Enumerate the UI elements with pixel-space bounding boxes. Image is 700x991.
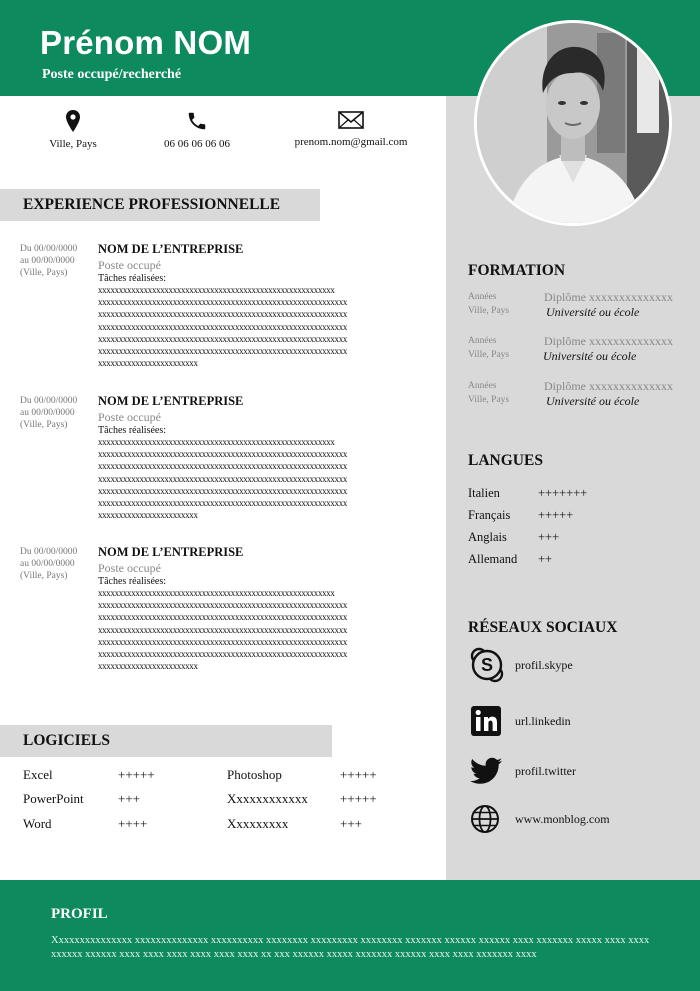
logiciels-title-text: LOGICIELS — [23, 732, 111, 749]
software-name: Photoshop — [227, 767, 282, 782]
task-line: xxxxxxxxxxxxxxxxxxxxxxxxxxxxxxxxxxxxxxxxxxxxxxxxxxxxxxxxxxxx — [98, 473, 348, 484]
formation-diploma: Diplôme xxxxxxxxxxxxxx — [544, 290, 673, 304]
software-level: +++ — [340, 816, 362, 831]
formation-place: Ville, Pays — [468, 306, 510, 316]
task-line: xxxxxxxxxxxxxxxxxxxxxxxxxxxxxxxxxxxxxxxxxxxxxxxxxxxxxxxxxxxx — [98, 309, 348, 320]
job-title: Poste occupé/recherché — [42, 67, 182, 82]
globe-icon — [470, 804, 500, 834]
software-level: +++++ — [118, 767, 155, 782]
task-line: xxxxxxxxxxxxxxxxxxxxxxxxxxxxxxxxxxxxxxxxxxxxxxxxxxxxxxxxxxxx — [98, 485, 348, 496]
language-level: ++ — [538, 552, 553, 566]
date-from: Du 00/00/0000 — [20, 547, 78, 557]
task-line: xxxxxxxxxxxxxxxxxxxxxxxxxxxxxxxxxxxxxxxxxxxxxxxxxxxxxxxxxxxx — [98, 649, 348, 660]
software-level: +++ — [118, 791, 140, 806]
task-line: xxxxxxxxxxxxxxxxxxxxxxxxxxxxxxxxxxxxxxxxxxxxxxxxxxxxxxxxxxxx — [98, 449, 348, 460]
tasks-label: Tâches réalisées: — [98, 425, 167, 436]
contact-email — [285, 110, 417, 148]
date-from: Du 00/00/0000 — [20, 244, 78, 254]
formation-place: Ville, Pays — [468, 350, 510, 360]
formation-place: Ville, Pays — [468, 395, 510, 405]
language-name: Anglais — [468, 530, 507, 544]
job-position: Poste occupé — [98, 410, 161, 424]
company-name: NOM DE L’ENTREPRISE — [98, 242, 244, 256]
svg-text:S: S — [480, 655, 494, 675]
langues-section-title: LANGUES — [468, 452, 543, 469]
language-name: Français — [468, 508, 511, 522]
task-line: xxxxxxxxxxxxxxxxxxxxxxxxxxxxxxxxxxxxxxxxxxxxxxxxxxxxxxxxx — [98, 437, 335, 447]
experience-place: (Ville, Pays) — [20, 268, 68, 278]
phone-icon — [186, 110, 208, 132]
contact-phone — [150, 110, 244, 150]
tasks-label: Tâches réalisées: — [98, 576, 167, 587]
software-level: +++++ — [340, 767, 377, 782]
date-to: au 00/00/0000 — [20, 256, 75, 266]
task-line: xxxxxxxxxxxxxxxxxxxxxxxxxxxxxxxxxxxxxxxxxxxxxxxxxxxxxxxxxxxx — [98, 321, 348, 332]
social-skype[interactable] — [470, 647, 573, 683]
profil-title: PROFIL — [51, 906, 108, 922]
envelope-icon — [338, 110, 364, 130]
task-line: xxxxxxxxxxxxxxxxxxxxxxxxxxxxxxxxxxxxxxxxxxxxxxxxxxxxxxxxx — [98, 588, 335, 598]
software-level: +++++ — [340, 791, 377, 806]
software-name: Xxxxxxxxx — [227, 816, 289, 831]
social-label[interactable]: www.monblog.com — [515, 811, 610, 826]
software-name: Word — [23, 816, 52, 831]
profile-photo — [474, 20, 672, 226]
company-name: NOM DE L’ENTREPRISE — [98, 394, 244, 408]
formation-school: Université ou école — [543, 349, 637, 363]
software-name: Excel — [23, 767, 53, 782]
twitter-icon — [470, 757, 502, 785]
tasks-label: Tâches réalisées: — [98, 273, 167, 284]
formation-section-title: FORMATION — [468, 262, 566, 279]
task-line: xxxxxxxxxxxxxxxxxxxxxxxxxxxxxxxxxxxxxxxxxxxxxxxxxxxxxxxxx — [98, 285, 335, 295]
social-blog[interactable] — [470, 804, 610, 834]
profil-footer — [0, 880, 700, 991]
task-line: xxxxxxxxxxxxxxxxxxxxxxxx — [98, 358, 198, 369]
skype-icon — [470, 647, 504, 683]
task-line: xxxxxxxxxxxxxxxxxxxxxxxxxxxxxxxxxxxxxxxxxxxxxxxxxxxxxxxxxxxx — [98, 461, 348, 472]
date-to: au 00/00/0000 — [20, 559, 75, 569]
location-pin-icon — [66, 110, 80, 132]
language-level: +++++ — [538, 508, 574, 522]
experience-dates — [20, 395, 92, 431]
task-line: xxxxxxxxxxxxxxxxxxxxxxxxxxxxxxxxxxxxxxxxxxxxxxxxxxxxxxxxxxxx — [98, 498, 348, 509]
task-line: xxxxxxxxxxxxxxxxxxxxxxxxxxxxxxxxxxxxxxxxxxxxxxxxxxxxxxxxxxxx — [98, 624, 348, 635]
task-line: xxxxxxxxxxxxxxxxxxxxxxxxxxxxxxxxxxxxxxxxxxxxxxxxxxxxxxxxxxxx — [98, 297, 348, 308]
task-line: xxxxxxxxxxxxxxxxxxxxxxxxxxxxxxxxxxxxxxxxxxxxxxxxxxxxxxxxxxxx — [98, 346, 348, 357]
social-label[interactable]: url.linkedin — [515, 713, 571, 728]
phone-text: 06 06 06 06 06 — [164, 138, 230, 150]
language-level: +++ — [538, 530, 560, 544]
social-twitter[interactable] — [470, 756, 576, 786]
software-level: ++++ — [118, 816, 148, 831]
reseaux-section-title: RÉSEAUX SOCIAUX — [468, 619, 618, 636]
company-name: NOM DE L’ENTREPRISE — [98, 545, 244, 559]
formation-diploma: Diplôme xxxxxxxxxxxxxx — [544, 379, 673, 393]
social-label[interactable]: profil.skype — [515, 657, 573, 672]
email-text: prenom.nom@gmail.com — [294, 136, 408, 148]
language-level: +++++++ — [538, 486, 588, 500]
contact-location — [30, 110, 116, 150]
language-row — [468, 486, 588, 501]
software-name: Xxxxxxxxxxxx — [227, 791, 308, 806]
task-line: xxxxxxxxxxxxxxxxxxxxxxxx — [98, 661, 198, 672]
language-row — [468, 530, 560, 545]
experience-dates — [20, 243, 92, 279]
formation-years: Années — [468, 381, 497, 391]
experience-place: (Ville, Pays) — [20, 571, 68, 581]
software-name: PowerPoint — [23, 791, 84, 806]
language-row — [468, 552, 553, 567]
social-linkedin[interactable] — [470, 704, 571, 738]
task-line: xxxxxxxxxxxxxxxxxxxxxxxx — [98, 510, 198, 521]
job-position: Poste occupé — [98, 258, 161, 272]
social-label[interactable]: profil.twitter — [515, 763, 576, 778]
formation-school: Université ou école — [546, 305, 640, 319]
logiciels-section-title — [0, 725, 332, 757]
experience-place: (Ville, Pays) — [20, 420, 68, 430]
linkedin-icon — [470, 705, 502, 737]
formation-years: Années — [468, 292, 497, 302]
date-from: Du 00/00/0000 — [20, 396, 78, 406]
formation-diploma: Diplôme xxxxxxxxxxxxxx — [544, 334, 673, 348]
task-line: xxxxxxxxxxxxxxxxxxxxxxxxxxxxxxxxxxxxxxxxxxxxxxxxxxxxxxxxxxxx — [98, 612, 348, 623]
experience-title-text: EXPERIENCE PROFESSIONNELLE — [23, 196, 281, 213]
language-name: Italien — [468, 486, 500, 500]
location-text: Ville, Pays — [49, 138, 97, 150]
task-line: xxxxxxxxxxxxxxxxxxxxxxxxxxxxxxxxxxxxxxxxxxxxxxxxxxxxxxxxxxxx — [98, 600, 348, 611]
date-to: au 00/00/0000 — [20, 408, 75, 418]
formation-years: Années — [468, 336, 497, 346]
job-position: Poste occupé — [98, 561, 161, 575]
language-row — [468, 508, 574, 523]
task-line: xxxxxxxxxxxxxxxxxxxxxxxxxxxxxxxxxxxxxxxxxxxxxxxxxxxxxxxxxxxx — [98, 636, 348, 647]
task-line: xxxxxxxxxxxxxxxxxxxxxxxxxxxxxxxxxxxxxxxxxxxxxxxxxxxxxxxxxxxx — [98, 333, 348, 344]
profil-text: Xxxxxxxxxxxxxxx xxxxxxxxxxxxxx xxxxxxxxxx xxxxxxxx xxxxxxxxx xxxxxxxx xxxxxxx xxxxxx xxxxxx xxxx xxxxxxx xxxxx xxxx xxxx xxxxxx xxxxxx xxxx xxxx xxxx xxxx xxxx xxxx xx xxx xxxxxx xxxxx xxxxxxx xxxxxx xxxx xxxx xxxxxxx xxxx — [51, 935, 650, 960]
candidate-name: Prénom NOM — [40, 24, 252, 61]
experience-section-title — [0, 189, 320, 221]
experience-dates — [20, 546, 92, 582]
formation-school: Université ou école — [546, 394, 640, 408]
language-name: Allemand — [468, 552, 518, 566]
